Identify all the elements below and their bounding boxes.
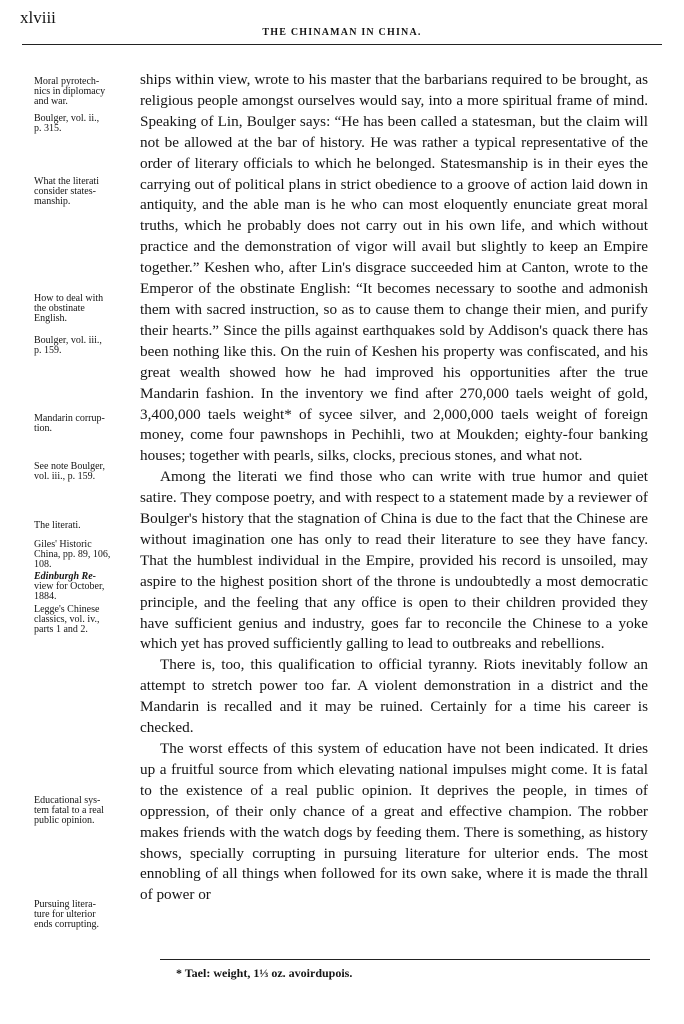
sidenote-line: vol. iii., p. 159. (34, 471, 96, 482)
sidenote-literati-statesmanship (34, 177, 137, 207)
footnote: * Tael: weight, 1⅓ oz. avoirdupois. (176, 966, 353, 980)
sidenote-line: the obstinate (34, 303, 85, 314)
sidenote-line: parts 1 and 2. (34, 624, 88, 635)
sidenote-line: ture for ulterior (34, 909, 96, 920)
sidenote-line: Giles' Historic (34, 539, 92, 550)
paragraph-keshen: ships within view, wrote to his master that the barbarians required to be brought, as religious people amongst ourselves would say, into a more spiritual frame of mind. Speaking of Lin, Boulger says: “He has been called a statesman, but the claim will not be allowed at the bar of history. He was rather a typical representative of the order of literary officials to which he belonged. Statesmanship is in their eyes the carrying out of political plans in strict obedience to a groove of action laid down in antiquity, and the able man is he who can most eloquently enunciate great moral truths, which he probably does not carry out in his own life, and which without practice and the demonstration of vigor will avail but slightly to keep an Empire together.” Keshen who, after Lin's disgrace succeeded him at Canton, wrote to the Emperor of the obstinate English: “It becomes necessary to soothe and admonish them with sacred instruction, so as to cause them to change their mien, and purify their hearts.” Since the pills against earthquakes sold by Addison's quack there has been nothing like this. On the ruin of Keshen his property was confiscated, and his great wealth showed how he had improved his opportunities after the true Mandarin fashion. In the inventory we find after 270,000 taels weight of gold, 3,400,000 taels weight* of sycee silver, and 2,000,000 taels weight of foreign money, come four pawnshops in Pechihli, two at Moukden; eighty-four banking houses; together with pearls, silks, clocks, precious stones, and what not. (140, 71, 648, 465)
sidenote-legge-chinese-classics (34, 605, 137, 635)
sidenote-obstinate-english (34, 294, 137, 324)
sidenote-line: tion. (34, 423, 53, 434)
footnote-rule (160, 959, 650, 960)
sidenote-line: manship. (34, 196, 71, 207)
paragraph-literati: Among the literati we find those who can write with true humor and quiet satire. They compose poetry, and with respect to a statement made by a reviewer of Boulger's history that the stagnation of China is due to the fact that the Chinese are without imagination one has only to read their literature to see they have fancy. That the humblest individual in the Empire, provided his record is unsoiled, may aspire to the highest position short of the throne is undoubtedly a most democratic principle, and the feeling that any office is open to their children provided they have sufficient genius and industry, goes far to reconcile the Chinese to a yoke which yet has proved sufficiently galling to lead to outbreaks and rebellions. (140, 468, 648, 653)
sidenote-line: consider states- (34, 186, 96, 197)
sidenote-moral-pyrotechnics (34, 77, 137, 107)
sidenote-see-note-boulger (34, 462, 137, 482)
sidenote-line: p. 159. (34, 345, 62, 356)
sidenote-line: and war. (34, 96, 68, 107)
sidenote-line: Pursuing litera- (34, 899, 96, 910)
sidenote-line: ends corrupting. (34, 919, 99, 930)
header-rule (22, 44, 662, 45)
sidenote-line: p. 315. (34, 123, 62, 134)
paragraph-official-tyranny: There is, too, this qualification to official tyranny. Riots inevitably follow an attempt to stretch power too far. A violent demonstration in a district and the Mandarin is recalled and it may be ruined. Certainly for a time his career is checked. (140, 656, 648, 737)
sidenote-line: Educational sys- (34, 795, 101, 806)
sidenote-line: Boulger, vol. iii., (34, 335, 102, 346)
sidenote-line: view for October, (34, 581, 105, 592)
sidenote-line: Boulger, vol. ii., (34, 113, 100, 124)
sidenote-line: 1884. (34, 591, 57, 602)
sidenote-line: 108. (34, 559, 52, 570)
sidenote-literati (34, 521, 137, 531)
running-head: THE CHINAMAN IN CHINA. (262, 27, 422, 38)
sidenote-giles-historic-china (34, 540, 137, 570)
sidenote-line: The literati. (34, 520, 81, 531)
sidenote-pursuing-literature (34, 900, 137, 930)
sidenote-line: Legge's Chinese (34, 604, 100, 615)
sidenote-boulger-vol-iii (34, 336, 137, 356)
sidenote-line: public opinion. (34, 815, 95, 826)
sidenote-line: classics, vol. iv., (34, 614, 100, 625)
body-text (140, 70, 648, 906)
sidenote-line: Moral pyrotech- (34, 76, 100, 87)
paragraph-education-effects: The worst effects of this system of education have not been indicated. It dries up a fruitful source from which elevating national impulses might come. It is fatal to the existence of a real public opinion. It deprives the people, in times of oppression, of their only chance of a great and effective champion. The robber makes friends with the watch dogs by feeding them. There is something, as history shows, specially corrupting in pursuing literature for ulterior ends. The most ennobling of all things when followed for its own sake, where it is made the thrall of power or (140, 740, 648, 904)
sidenote-line: English. (34, 313, 68, 324)
sidenote-line: Mandarin corrup- (34, 413, 105, 424)
sidenote-line: China, pp. 89, 106, (34, 549, 111, 560)
sidenote-line: tem fatal to a real (34, 805, 104, 816)
sidenote-edinburgh-review (34, 572, 137, 602)
sidenote-mandarin-corruption (34, 414, 137, 434)
sidenote-line: How to deal with (34, 293, 104, 304)
sidenote-line: See note Boulger, (34, 461, 105, 472)
sidenote-line: Edinburgh Re- (34, 571, 96, 582)
sidenote-educational-system (34, 796, 137, 826)
sidenote-line: nics in diplomacy (34, 86, 106, 97)
page-number: xlviii (20, 8, 56, 27)
sidenote-line: What the literati (34, 176, 99, 187)
sidenote-boulger-vol-ii (34, 114, 137, 134)
